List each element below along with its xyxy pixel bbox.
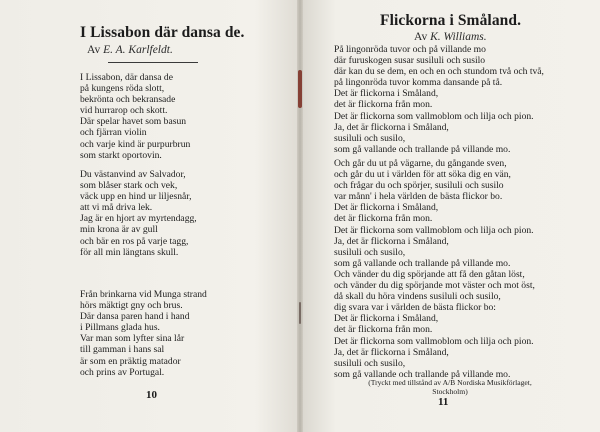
verse-line: Det är flickorna i Småland, <box>334 313 439 325</box>
stanza-3 <box>334 269 535 380</box>
stanza-2 <box>80 169 197 258</box>
right-page <box>300 0 600 432</box>
verse-line: det är flickorna från mon. <box>334 213 433 225</box>
verse-line: och bär en ros på varje tagg, <box>80 235 189 247</box>
verse-line: för all min längtans skull. <box>80 246 179 258</box>
footnote-line: Stockholm) <box>432 387 468 396</box>
binding-thread <box>298 70 302 108</box>
verse-line: Ja, det är flickorna i Småland, <box>334 346 449 358</box>
book-gutter <box>297 0 303 432</box>
verse-line: susiluli och susilo, <box>334 357 406 369</box>
verse-line: var månn' i hela världen de bästa flickor bo. <box>334 191 503 203</box>
verse-line: dig svara var i världen de bästa flickor bo: <box>334 302 496 314</box>
verse-line: och fjärran violin <box>80 127 147 139</box>
verse-line: som gå vallande och trallande på villande mo. <box>334 257 511 269</box>
byline-left <box>87 44 173 56</box>
verse-line: och varje kind är purpurbrun <box>80 138 191 150</box>
verse-line: hörs mäktigt gny och brus. <box>80 300 183 312</box>
footnote-line: (Tryckt med tillstånd av A/B Nordiska Musikförlaget, <box>368 378 532 387</box>
verse-line: Jag är en hjort av myrtendagg, <box>80 213 197 225</box>
footnote <box>340 378 560 396</box>
verse-line: Ja, det är flickorna i Småland, <box>334 121 449 133</box>
verse-line: bekrönta och bekransade <box>80 94 176 106</box>
verse-line: som gå vallande och trallande på villande mo. <box>334 143 511 155</box>
verse-line: Var man som lyfter sina lår <box>80 333 185 345</box>
verse-line: Från brinkarna vid Munga strand <box>80 289 207 300</box>
verse-line: på kungens röda slott, <box>80 83 165 95</box>
verse-line: susiluli och susilo, <box>334 246 406 258</box>
verse-line: I Lissabon, där dansa de <box>80 72 173 83</box>
stanza-3 <box>80 289 207 378</box>
verse-line: till gamman i hans sal <box>80 344 165 356</box>
page-number: 10 <box>146 389 157 401</box>
verse-line: och vänder du dig spörjande mot väster och mot öst, <box>334 280 535 292</box>
verse-line: i Pillmans glada hus. <box>80 322 160 334</box>
verse-line: och frågar du och spörjer, susiluli och susilo <box>334 180 504 192</box>
byline-prefix: Av <box>87 44 101 56</box>
verse-line: där furuskogen susar susiluli och susilo <box>334 55 486 67</box>
verse-line: På lingonröda tuvor och på villande mo <box>334 44 486 55</box>
verse-line: väck upp en hind ur liljesnår, <box>80 191 192 203</box>
title-rule <box>108 62 198 63</box>
verse-line: Du västanvind av Salvador, <box>80 169 186 180</box>
verse-line: vid hurrarop och skott. <box>80 105 168 117</box>
verse-line: att vi må driva lek. <box>80 202 153 214</box>
verse-line: Det är flickorna som vallmoblom och lilja och pion. <box>334 335 534 347</box>
verse-line: som blåser stark och vek, <box>80 180 178 192</box>
verse-line: och går du ut i världen för att söka dig en vän, <box>334 169 511 181</box>
verse-line: Det är flickorna som vallmoblom och lilja och pion. <box>334 110 534 122</box>
verse-line: där kan du se dem, en och en och stundom två och två, <box>334 66 544 78</box>
verse-line: susiluli och susilo, <box>334 132 406 144</box>
verse-line: är som en präktig matador <box>80 355 181 367</box>
poem-title-right: Flickorna i Småland. <box>380 12 522 29</box>
author-name: E. A. Karlfeldt. <box>103 44 173 56</box>
verse-line: Det är flickorna som vallmoblom och lilja och pion. <box>334 224 534 236</box>
byline-right <box>414 31 487 43</box>
poem-title-left: I Lissabon där dansa de. <box>80 24 245 41</box>
stanza-1 <box>334 44 544 155</box>
stanza-2 <box>334 158 534 269</box>
verse-line: Det är flickorna i Småland, <box>334 202 439 214</box>
verse-line: Och går du ut på vägarne, du gångande sven, <box>334 158 507 169</box>
stanza-1 <box>80 72 190 161</box>
page-number: 11 <box>438 396 449 408</box>
verse-line: då skall du höra vindens susiluli och susilo, <box>334 291 501 303</box>
verse-line: det är flickorna från mon. <box>334 99 433 111</box>
verse-line: Där dansa paren hand i hand <box>80 311 190 323</box>
verse-line: Och vänder du dig spörjande att få den gåtan löst, <box>334 269 525 280</box>
binding-thread <box>299 302 301 324</box>
verse-line: och prins av Portugal. <box>80 366 165 378</box>
verse-line: Det är flickorna i Småland, <box>334 88 439 100</box>
author-name: K. Williams. <box>430 31 487 43</box>
byline-prefix: Av <box>414 31 428 43</box>
verse-line: det är flickorna från mon. <box>334 324 433 336</box>
verse-line: på lingonröda tuvor komma dansande på tå. <box>334 77 503 89</box>
verse-line: som starkt oportovin. <box>80 149 162 161</box>
verse-line: Ja, det är flickorna i Småland, <box>334 235 449 247</box>
verse-line: Där spelar havet som basun <box>80 116 187 128</box>
verse-line: som gå vallande och trallande på villande mo. <box>334 368 511 380</box>
verse-line: min krona är av gull <box>80 224 158 236</box>
